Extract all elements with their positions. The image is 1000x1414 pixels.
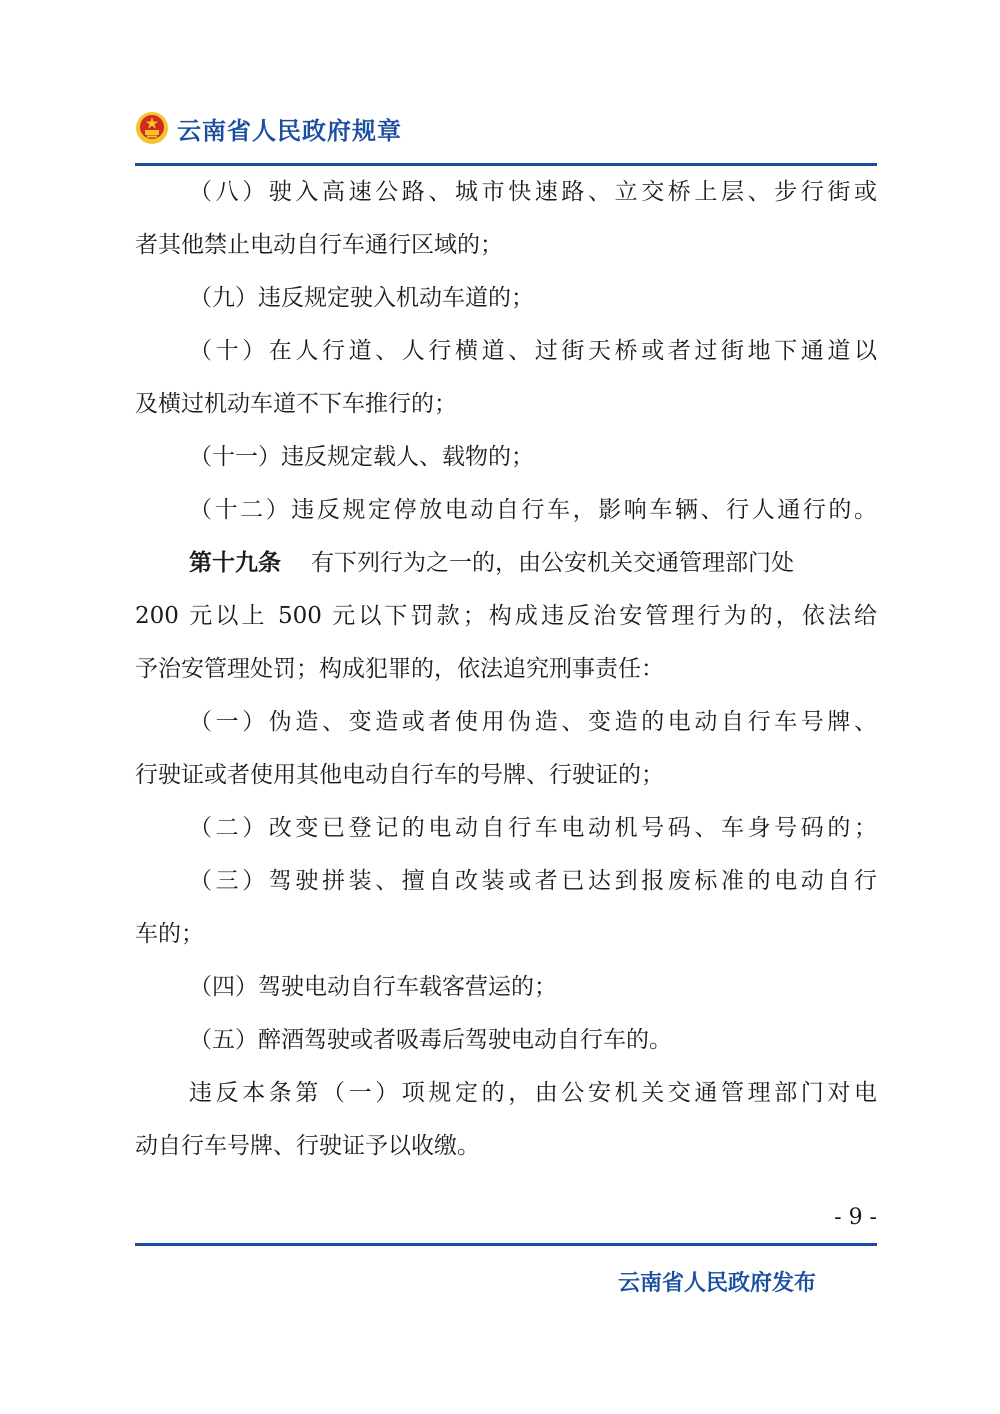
paragraph-line: 行驶证或者使用其他电动自行车的号牌、行驶证的； (135, 762, 664, 788)
paragraph-line: 者其他禁止电动自行车通行区域的； (135, 232, 503, 258)
paragraph-line: （九）违反规定驶入机动车道的； (189, 285, 534, 311)
national-emblem-icon (135, 111, 169, 145)
paragraph-line: （十）在人行道、人行横道、过街天桥或者过街地下通道以 (189, 338, 877, 364)
paragraph-line: （二）改变已登记的电动自行车电动机号码、车身号码的； (189, 815, 877, 841)
page-header (135, 106, 402, 150)
document-body (135, 166, 877, 1173)
article-title: 第十九条 (189, 550, 281, 576)
paragraph-line: 动自行车号牌、行驶证予以收缴。 (135, 1133, 480, 1159)
page-number: - 9 - (834, 1205, 877, 1230)
paragraph-line: 车的； (135, 921, 204, 947)
paragraph-line: 200 元以上 500 元以下罚款；构成违反治安管理行为的，依法给 (135, 603, 877, 629)
paragraph-line: （十二）违反规定停放电动自行车，影响车辆、行人通行的。 (189, 497, 877, 523)
footer-divider (135, 1243, 877, 1246)
paragraph-line: 予治安管理处罚；构成犯罪的，依法追究刑事责任： (135, 656, 664, 682)
paragraph-line: （一）伪造、变造或者使用伪造、变造的电动自行车号牌、 (189, 709, 877, 735)
paragraph-line: （五）醉酒驾驶或者吸毒后驾驶电动自行车的。 (189, 1027, 672, 1053)
header-title: 云南省人民政府规章 (177, 116, 402, 145)
paragraph-line: 违反本条第（一）项规定的，由公安机关交通管理部门对电 (189, 1080, 877, 1106)
paragraph-line: 及横过机动车道不下车推行的； (135, 391, 457, 417)
paragraph-line: （三）驾驶拼装、擅自改装或者已达到报废标准的电动自行 (189, 868, 877, 894)
paragraph-line: （十一）违反规定载人、载物的； (189, 444, 534, 470)
paragraph-line: （四）驾驶电动自行车载客营运的； (189, 974, 557, 1000)
article-heading-line (135, 537, 877, 590)
footer-publisher: 云南省人民政府发布 (617, 1271, 816, 1296)
article-text: 有下列行为之一的，由公安机关交通管理部门处 (311, 550, 794, 576)
paragraph-line: （八）驶入高速公路、城市快速路、立交桥上层、步行街或 (189, 179, 877, 205)
